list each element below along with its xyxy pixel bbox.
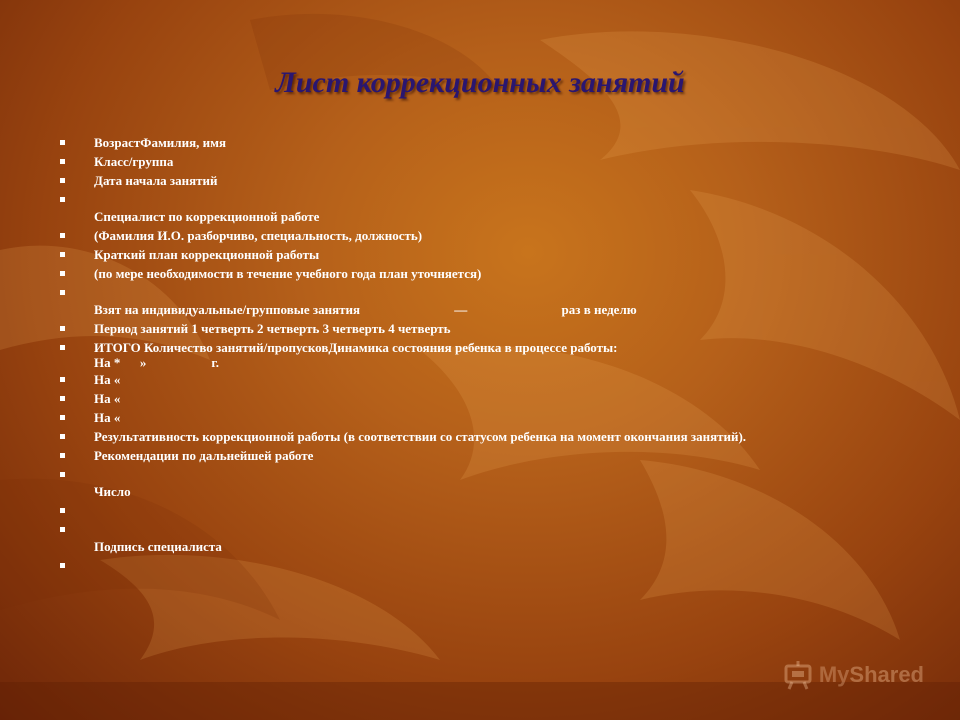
bullet-item-period: [56, 320, 936, 337]
item-subline: Число: [94, 484, 131, 499]
bullet-marker: [60, 178, 65, 183]
bullet-marker: [60, 527, 65, 532]
item-text: Дата начала занятий: [94, 173, 218, 188]
bullet-marker: [60, 377, 65, 382]
bullet-item-total: [56, 339, 936, 369]
empty-line: [94, 466, 936, 483]
bullet-marker: [60, 233, 65, 238]
bullet-marker: [60, 563, 65, 568]
bullet-marker: [60, 415, 65, 420]
empty-line: [94, 521, 936, 538]
item-text: ВозрастФамилия, имя: [94, 135, 226, 150]
empty-line: [94, 284, 936, 301]
slide-title: Лист коррекционных занятий: [275, 66, 685, 99]
bullet-item-start-date: [56, 172, 936, 189]
item-text: На «: [94, 410, 121, 425]
bullet-marker: [60, 396, 65, 401]
bullet-marker: [60, 197, 65, 202]
bullet-item-empty: [56, 557, 936, 574]
bullet-item-plan-note: [56, 265, 936, 282]
myshared-watermark: [783, 660, 924, 690]
bullet-item-signature: [56, 521, 936, 555]
empty-line: [94, 557, 936, 574]
item-text: Период занятий 1 четверть 2 четверть 3 четверть 4 четверть: [94, 321, 451, 336]
bullet-marker: [60, 434, 65, 439]
bullet-marker: [60, 345, 65, 350]
bullet-marker: [60, 140, 65, 145]
bullet-list: [56, 134, 936, 576]
bullet-item-plan: [56, 246, 936, 263]
item-text: Результативность коррекционной работы (в соответствии со статусом ребенка на момент окончания занятий).: [94, 429, 747, 444]
empty-line: [94, 502, 936, 519]
bullet-item-sessions: [56, 284, 936, 318]
item-subline: На * » г.: [94, 355, 220, 370]
bullet-item-specialist-details: [56, 227, 936, 244]
item-text: На «: [94, 391, 121, 406]
bullet-item-date: [56, 466, 936, 500]
bullet-marker: [60, 472, 65, 477]
myshared-logo-icon: [783, 660, 815, 690]
bullet-item-on-1: [56, 371, 936, 388]
bullet-item-specialist: [56, 191, 936, 225]
bullet-marker: [60, 290, 65, 295]
bullet-marker: [60, 453, 65, 458]
item-text: (Фамилия И.О. разборчиво, специальность, должность): [94, 228, 423, 243]
bullet-marker: [60, 326, 65, 331]
item-text: Класс/группа: [94, 154, 174, 169]
bullet-item-age-name: [56, 134, 936, 151]
item-text: Краткий план коррекционной работы: [94, 247, 320, 262]
bullet-item-empty: [56, 502, 936, 519]
item-text: ИТОГО Количество занятий/пропусковДинамика состояния ребенка в процессе работы:: [94, 340, 618, 355]
bullet-marker: [60, 508, 65, 513]
bullet-marker: [60, 271, 65, 276]
item-text: (по мере необходимости в течение учебного года план уточняется): [94, 266, 482, 281]
bullet-item-on-3: [56, 409, 936, 426]
item-text: Рекомендации по дальнейшей работе: [94, 448, 314, 463]
item-subline: Специалист по коррекционной работе: [94, 209, 320, 224]
bullet-marker: [60, 159, 65, 164]
empty-line: [94, 191, 936, 208]
bullet-item-class-group: [56, 153, 936, 170]
item-text: На «: [94, 372, 121, 387]
watermark-suffix: Shared: [849, 662, 924, 687]
bullet-item-recommendations: [56, 447, 936, 464]
item-subline: Подпись специалиста: [94, 539, 222, 554]
bullet-item-effectiveness: [56, 428, 936, 445]
bullet-item-on-2: [56, 390, 936, 407]
item-subline: Взят на индивидуальные/групповые занятия — раз в неделю: [94, 302, 637, 317]
watermark-prefix: My: [818, 662, 850, 687]
bullet-marker: [60, 252, 65, 257]
